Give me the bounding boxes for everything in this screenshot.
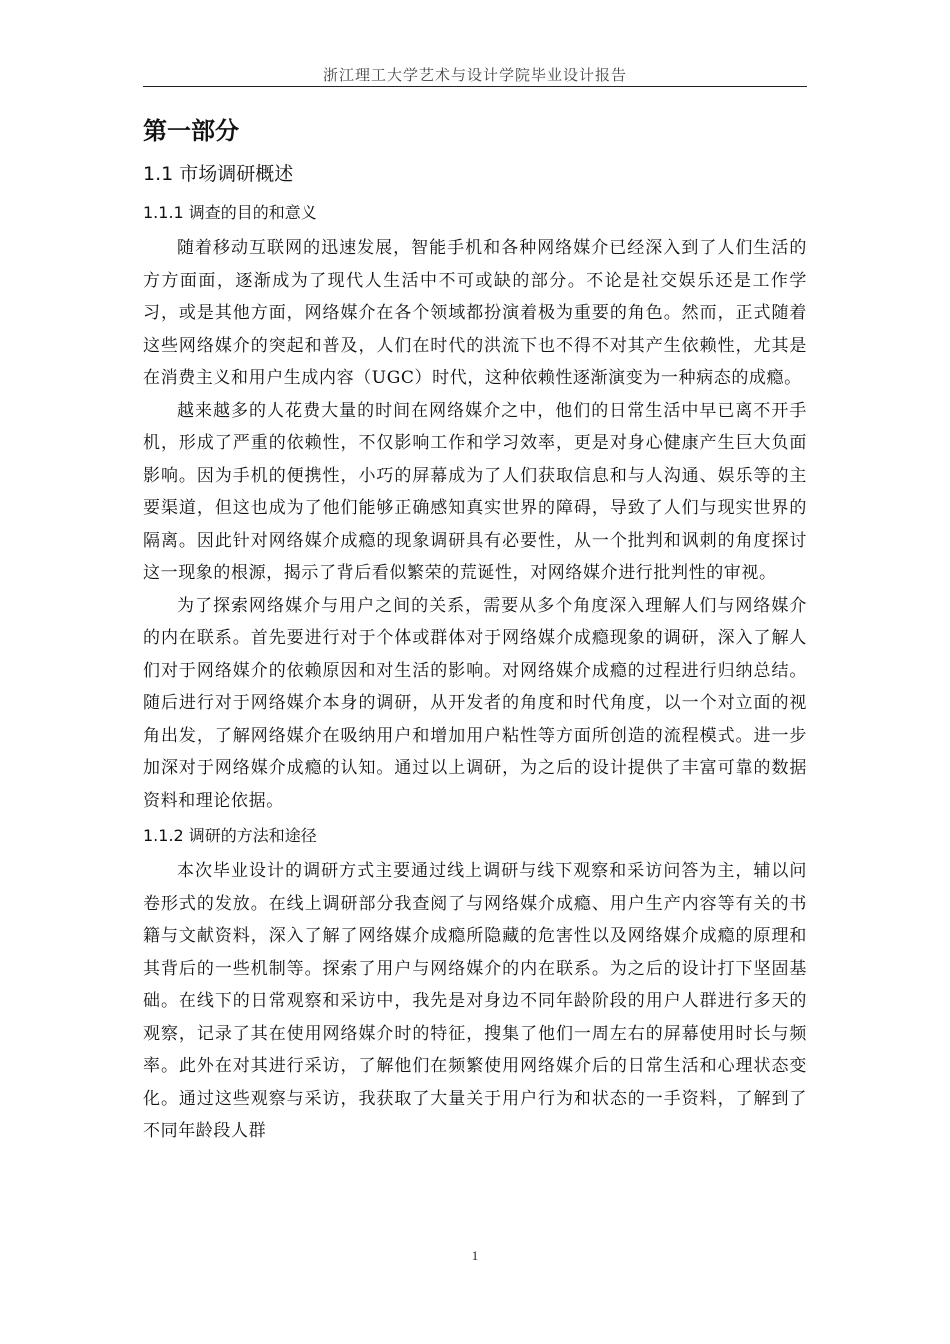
body-paragraph: 越来越多的人花费大量的时间在网络媒介之中，他们的日常生活中早已离不开手机，形成了严重的依赖性，不仅影响工作和学习效率，更是对身心健康产生巨大负面影响。因为手机的便携性，小巧的屏幕成为了人们获取信息和与人沟通、娱乐等的主要渠道，但这也成为了他们能够正确感知真实世界的障碍，导致了人们与现实世界的隔离。因此针对网络媒介成瘾的现象调研具有必要性，从一个批判和讽刺的角度探讨这一现象的根源，揭示了背后看似繁荣的荒诞性，对网络媒介进行批判性的审视。 bbox=[143, 400, 807, 583]
running-header: 浙江理工大学艺术与设计学院毕业设计报告 bbox=[143, 64, 807, 87]
part-title: 第一部分 bbox=[143, 117, 239, 145]
body-paragraph: 本次毕业设计的调研方式主要通过线上调研与线下观察和采访问答为主，辅以问卷形式的发放。在线上调研部分我查阅了与网络媒介成瘾、用户生产内容等有关的书籍与文献资料，深入了解了网络媒介成瘾所隐藏的危害性以及网络媒介成瘾的原理和其背后的一些机制等。探索了用户与网络媒介的内在联系。为之后的设计打下坚固基础。在线下的日常观察和采访中，我先是对身边不同年龄阶段的用户人群进行多天的观察，记录了其在使用网络媒介时的特征，搜集了他们一周左右的屏幕使用时长与频率。此外在对其进行采访，了解他们在频繁使用网络媒介后的日常生活和心理状态变化。通过这些观察与采访，我获取了大量关于用户行为和状态的一手资料，了解到了不同年龄段人群 bbox=[143, 861, 807, 1141]
page-number: 1 bbox=[471, 1248, 479, 1263]
section-heading-1-1: 1.1 市场调研概述 bbox=[143, 163, 294, 185]
subsection-heading-1-1-2: 1.1.2 调研的方法和途径 bbox=[143, 826, 317, 845]
page-content bbox=[143, 108, 807, 1148]
body-paragraph: 为了探索网络媒介与用户之间的关系，需要从多个角度深入理解人们与网络媒介的内在联系。首先要进行对于个体或群体对于网络媒介成瘾现象的调研，深入了解人们对于网络媒介的依赖原因和对生活的影响。对网络媒介成瘾的过程进行归纳总结。随后进行对于网络媒介本身的调研，从开发者的角度和时代角度，以一个对立面的视角出发，了解网络媒介在吸纳用户和增加用户粘性等方面所创造的流程模式。进一步加深对于网络媒介成瘾的认知。通过以上调研，为之后的设计提供了丰富可靠的数据资料和理论依据。 bbox=[143, 595, 807, 811]
body-paragraph: 随着移动互联网的迅速发展，智能手机和各种网络媒介已经深入到了人们生活的方方面面，逐渐成为了现代人生活中不可或缺的部分。不论是社交娱乐还是工作学习，或是其他方面，网络媒介在各个领域都扮演着极为重要的角色。然而，正式随着这些网络媒介的突起和普及，人们在时代的洪流下也不得不对其产生依赖性，尤其是在消费主义和用户生成内容（UGC）时代，这种依赖性逐渐演变为一种病态的成瘾。 bbox=[143, 238, 807, 388]
subsection-heading-1-1-1: 1.1.1 调查的目的和意义 bbox=[143, 203, 317, 222]
